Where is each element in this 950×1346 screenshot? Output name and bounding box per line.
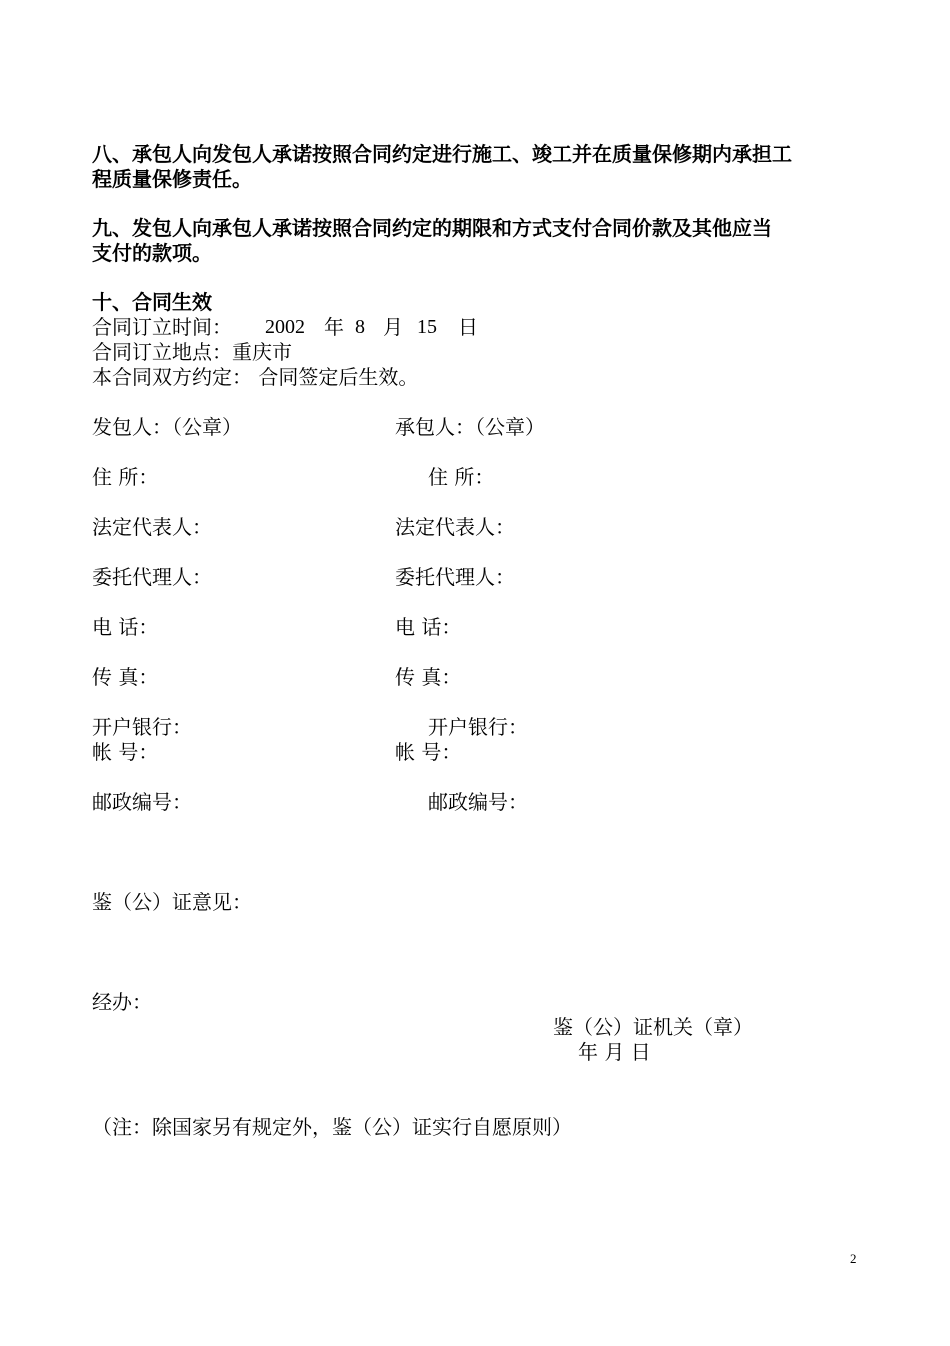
page-number: 2 [850, 1251, 857, 1266]
sign-month: 8 [355, 316, 365, 338]
party-a-agent: 委托代理人： [92, 565, 212, 589]
party-b-fax: 传 真： [395, 665, 462, 689]
party-a-address: 住 所： [92, 465, 159, 489]
party-a-postcode: 邮政编号： [92, 790, 192, 814]
clause8-line2: 程质量保修责任。 [92, 167, 252, 191]
party-a-phone: 电 话： [92, 615, 159, 639]
party-a-seal: 发包人：（公章） [92, 415, 242, 439]
effective-clause: 本合同双方约定： 合同签定后生效。 [92, 365, 419, 389]
party-a-legal-rep: 法定代表人： [92, 515, 212, 539]
note: （注：除国家另有规定外，鉴（公）证实行自愿原则） [92, 1115, 572, 1139]
sign-year-unit: 年 [324, 315, 344, 339]
party-a-fax: 传 真： [92, 665, 159, 689]
party-b-seal: 承包人：（公章） [395, 415, 545, 439]
notary-handler: 经办： [92, 990, 152, 1014]
party-b-agent: 委托代理人： [395, 565, 515, 589]
party-a-account: 帐 号： [92, 740, 159, 764]
sign-time-label: 合同订立时间： [92, 315, 232, 339]
sign-day-unit: 日 [458, 315, 478, 339]
sign-year: 2002 [265, 316, 305, 338]
clause9-line2: 支付的款项。 [92, 241, 212, 265]
party-b-address: 住 所： [428, 465, 495, 489]
party-b-bank: 开户银行： [428, 715, 528, 739]
clause8-line1: 八、承包人向发包人承诺按照合同约定进行施工、竣工并在质量保修期内承担工 [92, 142, 792, 166]
notary-opinion: 鉴（公）证意见： [92, 890, 252, 914]
sign-place: 合同订立地点：重庆市 [92, 340, 292, 364]
party-b-postcode: 邮政编号： [428, 790, 528, 814]
sign-day: 15 [417, 316, 437, 338]
party-b-account: 帐 号： [395, 740, 462, 764]
party-a-bank: 开户银行： [92, 715, 192, 739]
party-b-phone: 电 话： [395, 615, 462, 639]
clause10-heading: 十、合同生效 [92, 290, 212, 314]
party-b-legal-rep: 法定代表人： [395, 515, 515, 539]
clause9-line1: 九、发包人向承包人承诺按照合同约定的期限和方式支付合同价款及其他应当 [92, 216, 772, 240]
sign-month-unit: 月 [383, 315, 403, 339]
notary-date: 年 月 日 [578, 1040, 651, 1064]
notary-authority: 鉴（公）证机关（章） [553, 1015, 753, 1039]
